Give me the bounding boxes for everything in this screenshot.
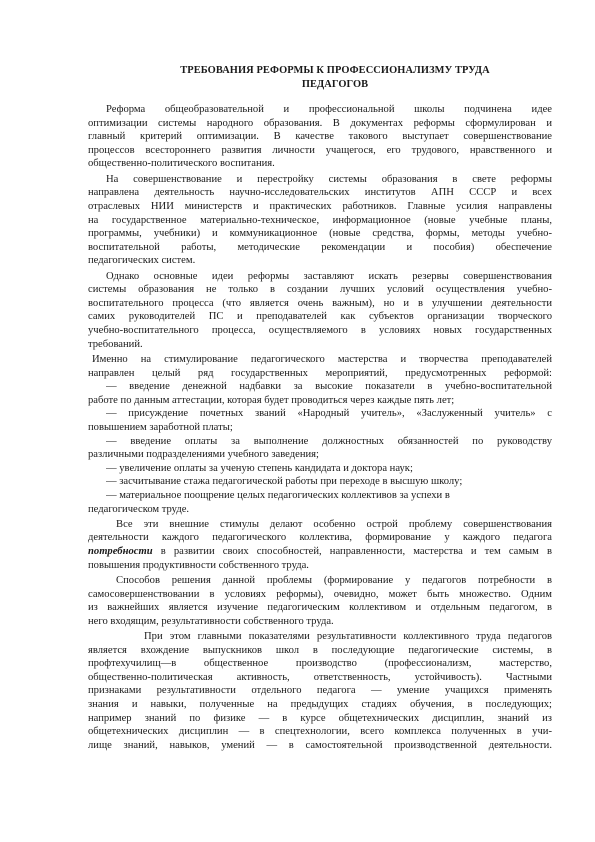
text-line: воспитательной работы, методические рекомендации и пособия) обеспечение: [88, 241, 552, 253]
text-line: требований.: [88, 338, 143, 350]
text-line: учебно-воспитательного процесса, осуществляемого в условиях новых государственных: [88, 325, 552, 336]
text-line: Именно на стимулирование педагогического мастерства и творчества преподавателей: [92, 353, 552, 365]
text-line: — введение оплаты за выполнение должностных обязанностей по руководству: [106, 435, 552, 447]
text-line: самих руководителей ПС и преподавателей как субъектов организации творческого: [88, 311, 552, 323]
text-line: Реформа общеобразовательной и профессиональной школы подчинена идее: [106, 104, 552, 115]
text-line: самосовершенствовании в условиях реформы), очевидно, может быть множество. Одним: [88, 588, 552, 600]
text-line: Способов решения данной проблемы (формирование у педагогов потребности в: [116, 574, 552, 586]
title-line-2: ПЕДАГОГОВ: [301, 79, 369, 90]
emphasis: потребности: [88, 546, 153, 557]
text-line: процессов всестороннего развития личности учащегося, его трудового, нравственного и: [88, 144, 552, 156]
text-line: общественно-политического воспитания.: [88, 158, 275, 170]
text-line: него входящим, результативности собственного труда.: [88, 615, 334, 627]
text-line: повышения продуктивности собственного труда.: [88, 559, 309, 571]
text-line: повышением заработной платы;: [88, 421, 233, 433]
text-line: педагогических систем.: [88, 255, 196, 267]
text-line: Все эти внешние стимулы делают особенно острой проблему совершенствования: [116, 518, 552, 530]
text-line: — материальное поощрение целых педагогических коллективов за успехи в: [106, 489, 450, 501]
text-line: На совершенствование и перестройку системы образования в свете реформы: [106, 173, 552, 185]
text-line: на государственное материально-техническое, информационное (новые учебные планы,: [88, 214, 552, 226]
text-line: общетехнических дисциплин — в спецтехнологии, всего комплекса полученных в учи-: [88, 726, 552, 738]
text-line: профтехучилищ—в общественное производство (профессионализм, мастерство,: [88, 658, 552, 670]
text-line: является вхождение выпускников школ в последующие педагогические системы, в: [88, 644, 552, 656]
text-line: например знаний по физике — в курсе общетехнических дисциплин, знаний из: [88, 712, 552, 724]
text-line: — увеличение оплаты за ученую степень кандидата и доктора наук;: [106, 462, 413, 474]
text-line: воспитательного процесса (что является очень важным), но и в улучшении деятельности: [88, 297, 552, 309]
text-line: системы образования не только в создании лучших условий осуществления учебно-: [88, 284, 552, 296]
text-line: отраслевых НИИ министерств и практических работников. Главные усилия направлены: [88, 200, 552, 212]
text-line: — засчитывание стажа педагогической работы при переходе в высшую школу;: [106, 476, 463, 488]
text-line: общественно-политическая активность, ответственность, устойчивость). Частными: [88, 671, 552, 683]
text-line: При этом главными показателями результативности коллективного труда педагогов: [144, 631, 552, 642]
document-title: [95, 64, 575, 92]
text-line: из важнейших является изучение педагогическим коллективом и отдельным педагогом, в: [88, 602, 552, 614]
text-line: деятельности каждого педагогического коллектива, формирование у каждого педагога: [88, 532, 552, 544]
title-line-1: ТРЕБОВАНИЯ РЕФОРМЫ К ПРОФЕССИОНАЛИЗМУ ТРУДА: [180, 65, 490, 76]
text-line: направлен целый ряд государственных мероприятий, предусмотренных реформой:: [88, 367, 552, 379]
text-line: оптимизации системы народного образования. В документах реформы сформулирован и: [88, 117, 552, 129]
text-line: главный критерий оптимизации. В качестве такового выступает совершенствование: [88, 131, 552, 143]
text-line: программы, учебники) и коммуникационное (новые средства, формы, методы учебно-: [88, 228, 552, 240]
text-line: педагогическом труде.: [88, 503, 190, 515]
text-line: потребности в развитии своих способностей, направленности, мастерства и тем самым в: [88, 546, 552, 557]
text-line: лище знаний, навыков, умений — в самостоятельной производственной деятельности.: [88, 739, 552, 751]
text-line: направлена деятельность научно-исследовательских институтов АПН СССР и всех: [88, 187, 552, 199]
text-line: знания и навыки, полученные на предыдущих стадиях обучения, в последующих;: [88, 699, 552, 710]
text-line: — присуждение почетных званий «Народный учитель», «Заслуженный учитель» с: [106, 408, 552, 420]
text-line: различными подразделениями учебного заведения;: [88, 449, 319, 461]
text-line: признаками результативности отдельного педагога — умение учащихся применять: [88, 685, 552, 697]
text-line: Однако основные идеи реформы заставляют искать резервы совершенствования: [106, 270, 552, 282]
text-line: работе по данным аттестации, которая будет проводиться через каждые пять лет;: [88, 394, 455, 406]
text-line: — введение денежной надбавки за высокие показатели в учебно-воспитательной: [106, 381, 552, 393]
